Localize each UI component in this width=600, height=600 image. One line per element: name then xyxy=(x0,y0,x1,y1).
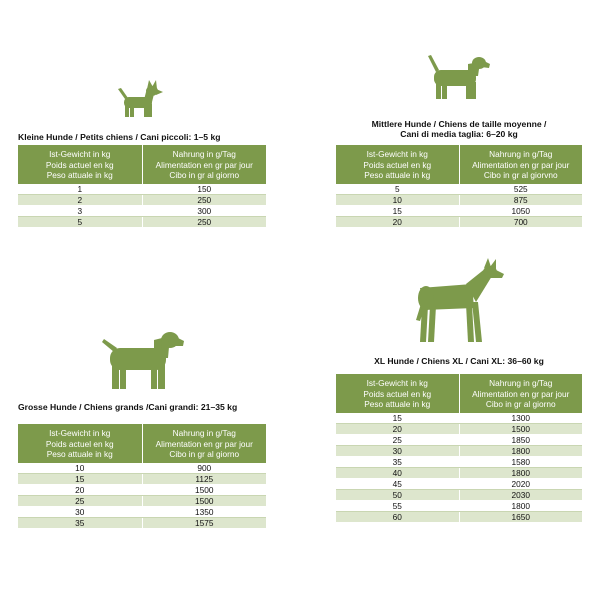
food-cell: 1050 xyxy=(459,205,582,216)
food-cell: 150 xyxy=(142,184,266,195)
food-cell: 1580 xyxy=(459,456,582,467)
table-row xyxy=(336,184,582,195)
small-dogs-caption: Kleine Hunde / Petits chiens / Cani piccoli: 1–5 kg xyxy=(18,132,221,142)
weight-column-header: Ist-Gewicht in kg Poids actuel en kg Peso attuale in kg xyxy=(18,145,142,184)
weight-cell: 25 xyxy=(18,495,142,506)
food-column-header: Nahrung in g/Tag Alimentation en gr par jour Cibo in gr al giorvno xyxy=(459,145,582,184)
table-row xyxy=(336,205,582,216)
table-row xyxy=(336,511,582,522)
table-row xyxy=(336,423,582,434)
weight-cell: 2 xyxy=(18,194,142,205)
food-cell: 1575 xyxy=(142,517,266,528)
food-cell: 250 xyxy=(142,194,266,205)
table-row xyxy=(18,517,266,528)
large-dogs-caption: Grosse Hunde / Chiens grands /Cani grandi: 21–35 kg xyxy=(18,402,238,412)
food-column-header: Nahrung in g/Tag Alimentation en gr par jour Cibo in gr al giorno xyxy=(142,145,266,184)
small-dogs-table xyxy=(18,145,266,228)
weight-cell: 5 xyxy=(336,184,459,195)
weight-cell: 30 xyxy=(336,445,459,456)
food-cell: 875 xyxy=(459,194,582,205)
medium-dogs-table xyxy=(336,145,582,228)
table-row xyxy=(18,194,266,205)
table-row xyxy=(18,205,266,216)
table-row xyxy=(18,495,266,506)
food-cell: 2030 xyxy=(459,489,582,500)
food-cell: 1800 xyxy=(459,467,582,478)
food-cell: 1125 xyxy=(142,473,266,484)
table-row xyxy=(336,194,582,205)
food-cell: 1850 xyxy=(459,434,582,445)
food-cell: 1500 xyxy=(459,423,582,434)
weight-cell: 10 xyxy=(336,194,459,205)
food-cell: 1650 xyxy=(459,511,582,522)
weight-cell: 1 xyxy=(18,184,142,195)
food-column-header: Nahrung in g/Tag Alimentation en gr par jour Cibo in gr al giorno xyxy=(459,374,582,413)
weight-cell: 40 xyxy=(336,467,459,478)
table-row xyxy=(336,489,582,500)
table-header-row xyxy=(336,374,582,413)
food-cell: 1800 xyxy=(459,500,582,511)
table-header-row xyxy=(18,145,266,184)
food-cell: 2020 xyxy=(459,478,582,489)
table-row xyxy=(336,467,582,478)
food-cell: 1300 xyxy=(459,413,582,424)
food-cell: 1500 xyxy=(142,495,266,506)
weight-cell: 55 xyxy=(336,500,459,511)
weight-cell: 3 xyxy=(18,205,142,216)
table-row xyxy=(18,473,266,484)
food-cell: 900 xyxy=(142,463,266,474)
weight-cell: 15 xyxy=(336,413,459,424)
table-row xyxy=(18,184,266,195)
weight-cell: 20 xyxy=(18,484,142,495)
weight-column-header: Ist-Gewicht in kg Poids actuel en kg Peso attuale in kg xyxy=(336,145,459,184)
weight-cell: 5 xyxy=(18,216,142,227)
large-dog-icon xyxy=(100,330,184,390)
medium-dog-icon xyxy=(426,54,490,100)
weight-cell: 25 xyxy=(336,434,459,445)
weight-cell: 30 xyxy=(18,506,142,517)
table-row xyxy=(18,484,266,495)
large-dogs-table xyxy=(18,424,266,529)
weight-cell: 10 xyxy=(18,463,142,474)
table-header-row xyxy=(18,424,266,463)
table-row xyxy=(336,216,582,227)
xl-dogs-caption: XL Hunde / Chiens XL / Cani XL: 36–60 kg xyxy=(374,356,544,366)
weight-cell: 20 xyxy=(336,216,459,227)
weight-cell: 60 xyxy=(336,511,459,522)
table-row xyxy=(336,500,582,511)
food-cell: 1500 xyxy=(142,484,266,495)
xl-dogs-table xyxy=(336,374,582,523)
weight-cell: 20 xyxy=(336,423,459,434)
weight-cell: 50 xyxy=(336,489,459,500)
table-row xyxy=(336,434,582,445)
food-cell: 1350 xyxy=(142,506,266,517)
weight-column-header: Ist-Gewicht in kg Poids actuel en kg Peso attuale in kg xyxy=(336,374,459,413)
medium-dogs-caption: Mittlere Hunde / Chiens de taille moyenne / Cani di media taglia: 6–20 kg xyxy=(371,119,547,139)
food-cell: 300 xyxy=(142,205,266,216)
table-row xyxy=(18,463,266,474)
weight-cell: 35 xyxy=(18,517,142,528)
table-row xyxy=(18,506,266,517)
table-row xyxy=(336,456,582,467)
table-row xyxy=(336,413,582,424)
food-cell: 1800 xyxy=(459,445,582,456)
xl-dog-icon xyxy=(412,258,504,342)
food-cell: 700 xyxy=(459,216,582,227)
small-dog-icon xyxy=(118,80,164,118)
table-row xyxy=(18,216,266,227)
weight-cell: 15 xyxy=(18,473,142,484)
table-header-row xyxy=(336,145,582,184)
table-row xyxy=(336,478,582,489)
table-row xyxy=(336,445,582,456)
weight-cell: 15 xyxy=(336,205,459,216)
weight-column-header: Ist-Gewicht in kg Poids actuel en kg Peso attuale in kg xyxy=(18,424,142,463)
food-cell: 525 xyxy=(459,184,582,195)
weight-cell: 35 xyxy=(336,456,459,467)
weight-cell: 45 xyxy=(336,478,459,489)
food-column-header: Nahrung in g/Tag Alimentation en gr par jour Cibo in gr al giorno xyxy=(142,424,266,463)
food-cell: 250 xyxy=(142,216,266,227)
